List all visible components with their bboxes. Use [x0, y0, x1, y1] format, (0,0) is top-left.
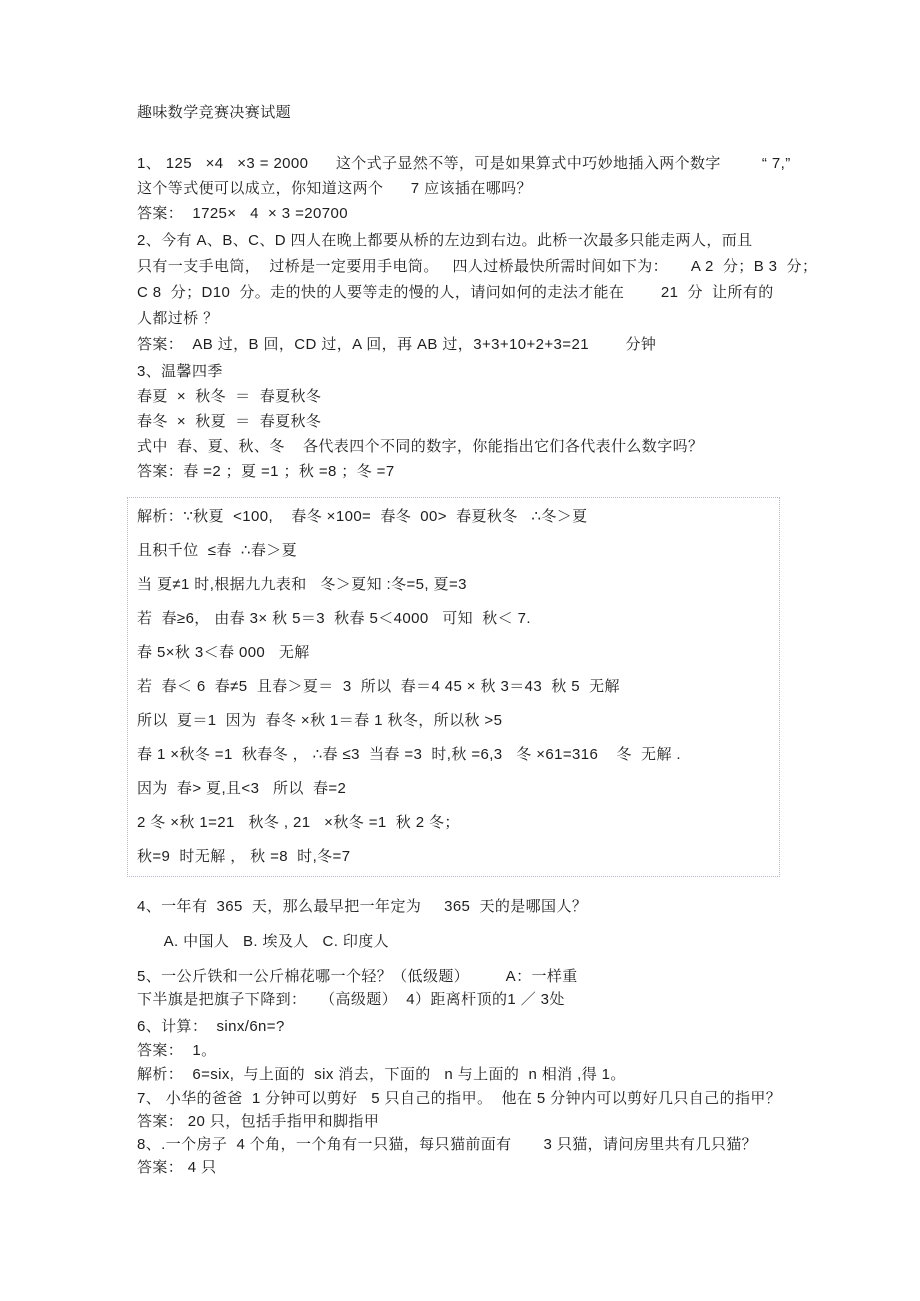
question-1-line-1: 1、 125 ×4 ×3 = 2000 这个式子显然不等，可是如果算式中巧妙地插入两个数字 “ 7,” [137, 155, 791, 172]
question-6 [137, 1015, 800, 1087]
question-3-line-4: 式中 春、夏、秋、冬 各代表四个不同的数字，你能指出它们各代表什么数字吗？ [137, 438, 704, 455]
question-2 [137, 228, 818, 358]
question-3-equation-2: 春冬 × 秋夏 ＝ 春夏秋冬 [137, 413, 322, 430]
question-5-line-1: 5、一公斤铁和一公斤棉花哪一个轻？（低级题） A：一样重 [137, 968, 578, 985]
question-1-line-2: 这个等式便可以成立，你知道这两个 7 应该插在哪吗？ [137, 180, 532, 197]
question-2-answer: 答案： AB 过，B 回，CD 过，A 回，再 AB 过，3+3+10+2+3=21 分钟 [137, 336, 657, 353]
question-1 [137, 151, 800, 226]
question-3-equation-1: 春夏 × 秋冬 ＝ 春夏秋冬 [137, 388, 322, 405]
question-6-analysis: 解析： 6=six, 与上面的 six 消去，下面的 n 与上面的 n 相消 ,得 1。 [137, 1066, 626, 1083]
question-2-line-1: 2、今有 A、B、C、D 四人在晚上都要从桥的左边到右边。此桥一次最多只能走两人，而且 [137, 232, 753, 249]
question-1-answer: 答案： 1725× 4 × 3 =20700 [137, 205, 348, 222]
question-2-line-3: C 8 分；D10 分。走的快的人要等走的慢的人，请问如何的走法才能在 21 分 让所有的 [137, 284, 774, 301]
question-7-answer: 答案： 20 只，包括手指甲和脚指甲 [137, 1113, 380, 1130]
question-8-line-1: 8、.一个房子 4 个角，一个角有一只猫，每只猫前面有 3 只猫，请问房里共有几只猫？ [137, 1136, 758, 1153]
analysis-line-5: 春 5×秋 3＜春 000 无解 [137, 644, 310, 661]
question-3-answer: 答案：春 =2 ；夏 =1 ；秋 =8 ；冬 =7 [137, 463, 395, 480]
analysis-line-4: 若 春≥6， 由春 3× 秋 5＝3 秋春 5＜4000 可知 秋＜ 7. [137, 610, 531, 627]
question-4-line-1: 4、一年有 365 天，那么最早把一年定为 365 天的是哪国人？ [137, 898, 588, 915]
question-5 [137, 965, 800, 1011]
analysis-line-8: 春 1 ×秋冬 =1 秋春冬 ， ∴春 ≤3 当春 =3 时,秋 =6,3 冬 ×61=316 冬 无解 . [137, 746, 681, 763]
question-8 [137, 1133, 800, 1179]
analysis-line-2: 且积千位 ≤春 ∴春＞夏 [137, 542, 298, 559]
analysis-line-9: 因为 春> 夏,且<3 所以 春=2 [137, 780, 347, 797]
analysis-line-11: 秋=9 时无解 ， 秋 =8 时,冬=7 [137, 848, 351, 865]
question-8-answer: 答案： 4 只 [137, 1159, 217, 1176]
question-5-line-2: 下半旗是把旗子下降到： （高级题） 4）距离杆顶的1 ／ 3处 [137, 991, 565, 1008]
analysis-line-6: 若 春＜ 6 春≠5 且春＞夏＝ 3 所以 春＝4 45 × 秋 3＝43 秋 5 无解 [137, 678, 620, 695]
analysis-line-3: 当 夏≠1 时,根据九九表和 冬＞夏知 :冬=5, 夏=3 [137, 576, 467, 593]
question-2-line-2: 只有一支手电筒， 过桥是一定要用手电筒。 四人过桥最快所需时间如下为： A 2 分；B 3 分； [137, 258, 818, 275]
question-6-answer: 答案： 1。 [137, 1042, 217, 1059]
question-7 [137, 1087, 800, 1133]
question-4-options: A. 中国人 B. 埃及人 C. 印度人 [137, 933, 390, 950]
question-4 [137, 894, 800, 954]
analysis-line-1: 解析：∵秋夏 <100, 春冬 ×100= 春冬 00> 春夏秋冬 ∴冬＞夏 [137, 508, 588, 525]
question-7-line-1: 7、 小华的爸爸 1 分钟可以剪好 5 只自己的指甲。 他在 5 分钟内可以剪好几只自己的指甲？ [137, 1090, 782, 1107]
analysis-line-10: 2 冬 ×秋 1=21 秋冬 , 21 ×秋冬 =1 秋 2 冬； [137, 814, 460, 831]
document-title: 趣味数学竞赛决赛试题 [137, 104, 292, 121]
question-3 [137, 359, 800, 484]
analysis-box [127, 497, 780, 877]
analysis-line-7: 所以 夏＝1 因为 春冬 ×秋 1＝春 1 秋冬，所以秋 >5 [137, 712, 503, 729]
question-2-line-4: 人都过桥 ？ [137, 310, 219, 327]
question-3-title: 3、温馨四季 [137, 363, 223, 380]
question-6-line-1: 6、计算： sinx/6n=? [137, 1018, 285, 1035]
document-title-section [137, 100, 800, 125]
